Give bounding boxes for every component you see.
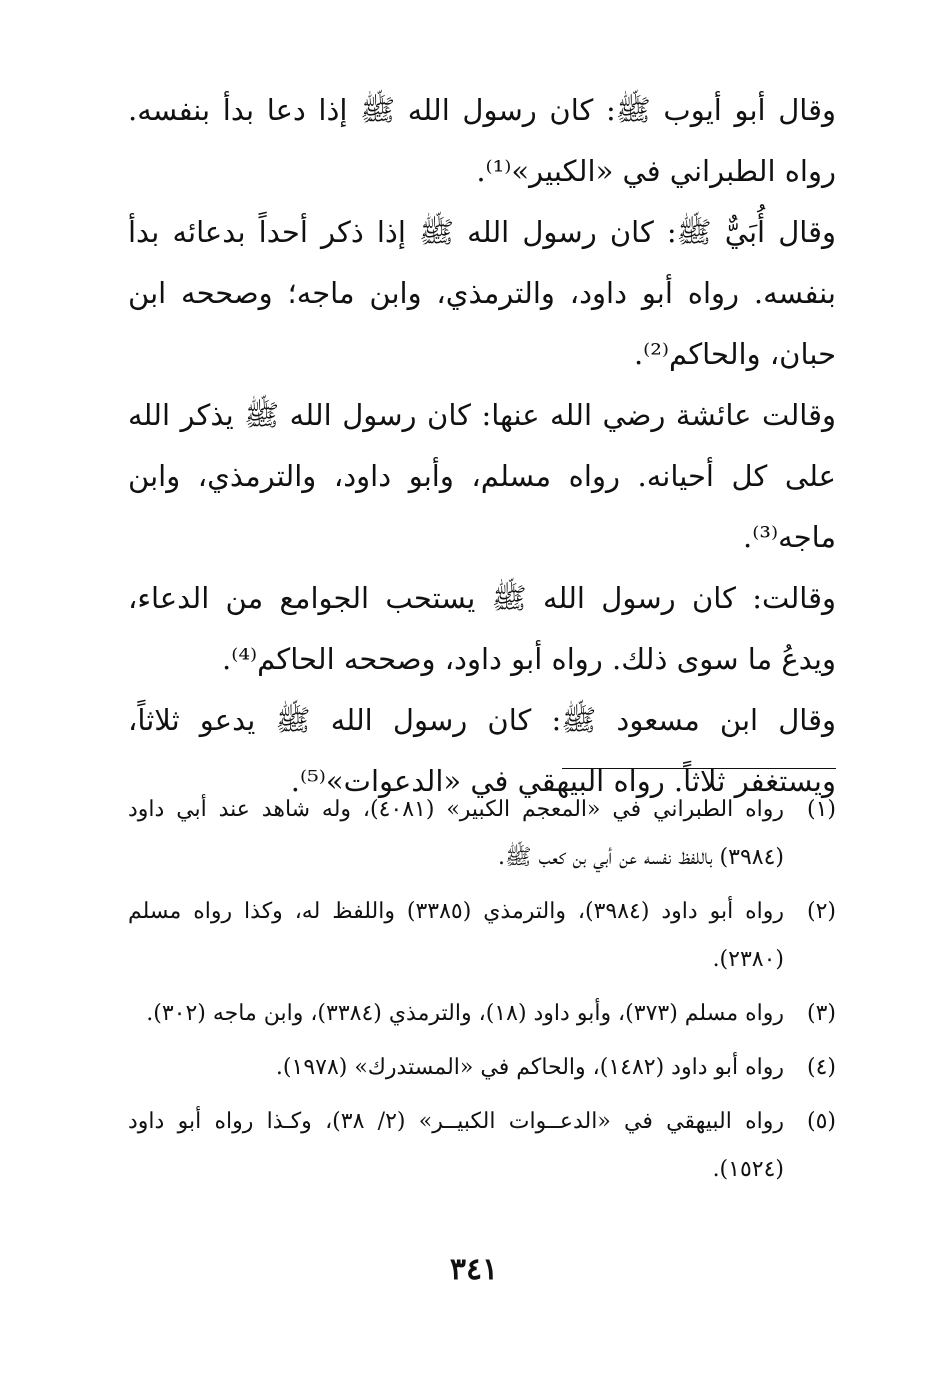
paragraph: وقال أُبَيٌّ ﷺ: كان رسول الله ﷺ إذا ذكر أحداً بدعائه بدأ بنفسه. رواه أبو داود، والترمذي، وابن ماجه؛ وصححه ابن حبان، والحاكم⁽²⁾.: [128, 215, 836, 371]
footnote-text: رواه الطبراني في «المعجم الكبير» (٤٠٨١)، وله شاهد عند أبي داود (٣٩٨٤) باللفظ نفسه عن أبي بن كعب ﷺ.: [128, 797, 784, 870]
footnote: [128, 1098, 836, 1194]
paragraph: وقال أبو أيوب ﷺ: كان رسول الله ﷺ إذا دعا بدأ بنفسه. رواه الطبراني في «الكبير»⁽¹⁾.: [128, 93, 836, 188]
footnote-number: (٥): [806, 1109, 836, 1134]
footnote-text: رواه مسلم (٣٧٣)، وأبو داود (١٨)، والترمذي (٣٣٨٤)، وابن ماجه (٣٠٢).: [146, 1001, 784, 1026]
page-number: ٣٤١: [449, 1252, 499, 1287]
footnote-number: (١): [806, 797, 836, 822]
footnote: [128, 1044, 836, 1092]
paragraph: وقالت: كان رسول الله ﷺ يستحب الجوامع من الدعاء، ويدعُ ما سوى ذلك. رواه أبو داود، وصححه الحاكم⁽⁴⁾.: [128, 581, 836, 676]
paragraph: وقالت عائشة رضي الله عنها: كان رسول الله ﷺ يذكر الله على كل أحيانه. رواه مسلم، وأبو داود، والترمذي، وابن ماجه⁽³⁾.: [128, 398, 836, 554]
footnote-number: (٢): [806, 899, 836, 924]
main-text: [128, 80, 836, 812]
footnote-text: رواه أبو داود (١٤٨٢)، والحاكم في «المستدرك» (١٩٧٨).: [275, 1055, 784, 1080]
footnote: [128, 786, 836, 882]
footnotes: [128, 786, 836, 1200]
footnote: [128, 888, 836, 984]
footnote: [128, 990, 836, 1038]
footnote-number: (٣): [806, 1001, 836, 1026]
paragraph: وقال ابن مسعود ﷺ: كان رسول الله ﷺ يدعو ثلاثاً، ويستغفر ثلاثاً. رواه البيهقي في «الدعوات»⁽⁵⁾.: [128, 703, 836, 798]
footnote-text: رواه أبو داود (٣٩٨٤)، والترمذي (٣٣٨٥) واللفظ له، وكذا رواه مسلم (٢٣٨٠).: [128, 899, 784, 972]
footnote-text: رواه البيهقي في «الدعــوات الكبيــر» (٢/ ٣٨)، وكـذا رواه أبو داود (١٥٢٤).: [128, 1109, 785, 1182]
footnote-number: (٤): [806, 1055, 836, 1080]
footnote-separator: [562, 768, 836, 769]
